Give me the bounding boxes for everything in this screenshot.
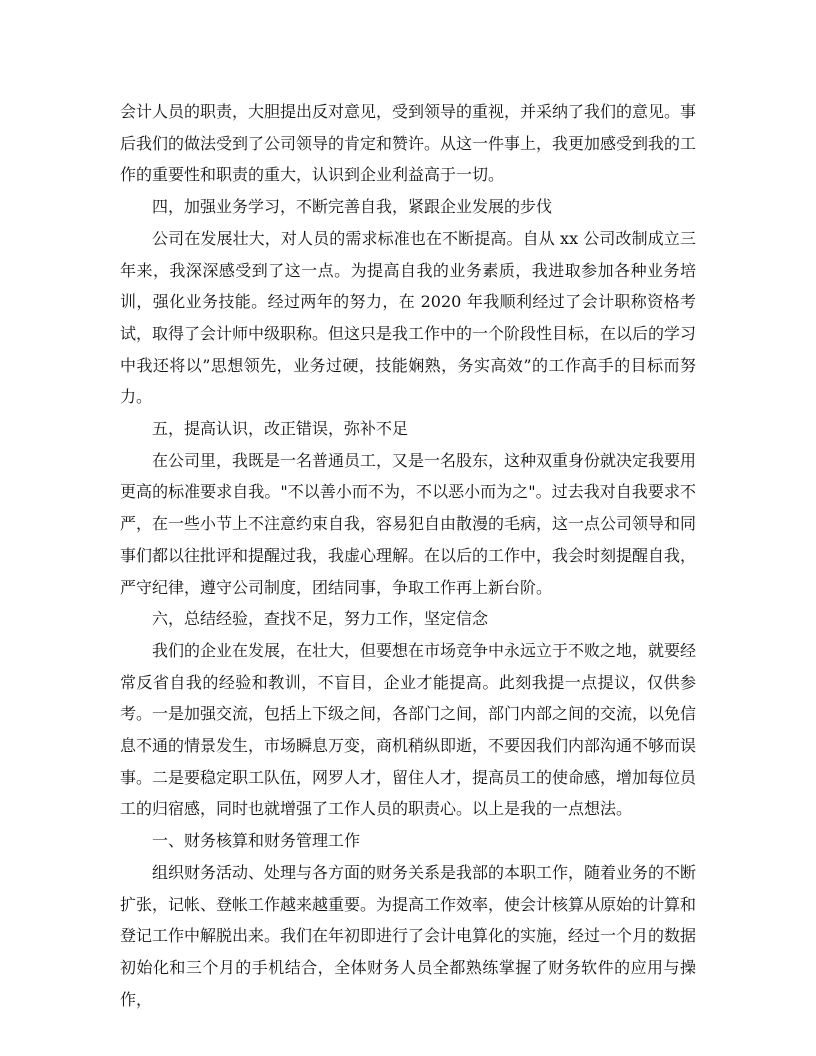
document-body (120, 96, 696, 1015)
paragraph-suggestions: 我们的企业在发展，在壮大，但要想在市场竞争中永远立于不败之地，就要经常反省自我的经验和教训，不盲目，企业才能提高。此刻我提一点提议，仅供参考。一是加强交流，包括上下级之间，各部门之间，部门内部之间的交流，以免信息不通的情景发生，市场瞬息万变，商机稍纵即逝，不要因我们内部沟通不够而误事。二是要稳定职工队伍，网罗人才，留住人才，提高员工的使命感，增加每位员工的归宿感，同时也就增强了工作人员的职责心。以上是我的一点想法。 (120, 640, 697, 819)
paragraph-financial-work: 组织财务活动、处理与各方面的财务关系是我部的本职工作，随着业务的不断扩张，记帐、登帐工作越来越重要。为提高工作效率，使会计核算从原始的计算和登记工作中解脱出来。我们在年初即进行了会计电算化的实施，经过一个月的数据初始化和三个月的手机结合，全体财务人员全都熟练掌握了财务软件的应用与操作， (120, 862, 697, 1009)
section-heading-financial-accounting: 一、财务核算和财务管理工作 (152, 831, 361, 851)
paragraph-self-improvement: 在公司里，我既是一名普通员工，又是一名股东，这种双重身份就决定我要用更高的标准要求自我。"不以善小而不为，不以恶小而为之"。过去我对自我要求不严，在一些小节上不注意约束自我，容易犯自由散漫的毛病，这一点公司领导和同事们都以往批评和提醒过我，我虚心理解。在以后的工作中，我会时刻提醒自我，严守纪律，遵守公司制度，团结同事，争取工作再上新台阶。 (120, 450, 697, 597)
section-heading-five: 五，提高认识，改正错误，弥补不足 (152, 419, 409, 439)
section-heading-four: 四，加强业务学习，不断完善自我，紧跟企业发展的步伐 (152, 197, 553, 217)
paragraph-business-study: 公司在发展壮大，对人员的需求标准也在不断提高。自从 xx 公司改制成立三年来，我深深感受到了这一点。为提高自我的业务素质，我进取参加各种业务培训，强化业务技能。经过两年的努力，在 2020 年我顺利经过了会计职称资格考试，取得了会计师中级职称。但这只是我工作中的一个阶段性目标，在以后的学习中我还将以”思想领先，业务过硬，技能娴熟，务实高效”的工作高手的目标而努力。 (120, 228, 697, 407)
paragraph-continuation: 会计人员的职责，大胆提出反对意见，受到领导的重视，并采纳了我们的意见。事后我们的做法受到了公司领导的肯定和赞许。从这一件事上，我更加感受到我的工作的重要性和职责的重大，认识到企业利益高于一切。 (120, 102, 697, 185)
section-heading-six: 六，总结经验，查找不足，努力工作，坚定信念 (152, 609, 489, 629)
